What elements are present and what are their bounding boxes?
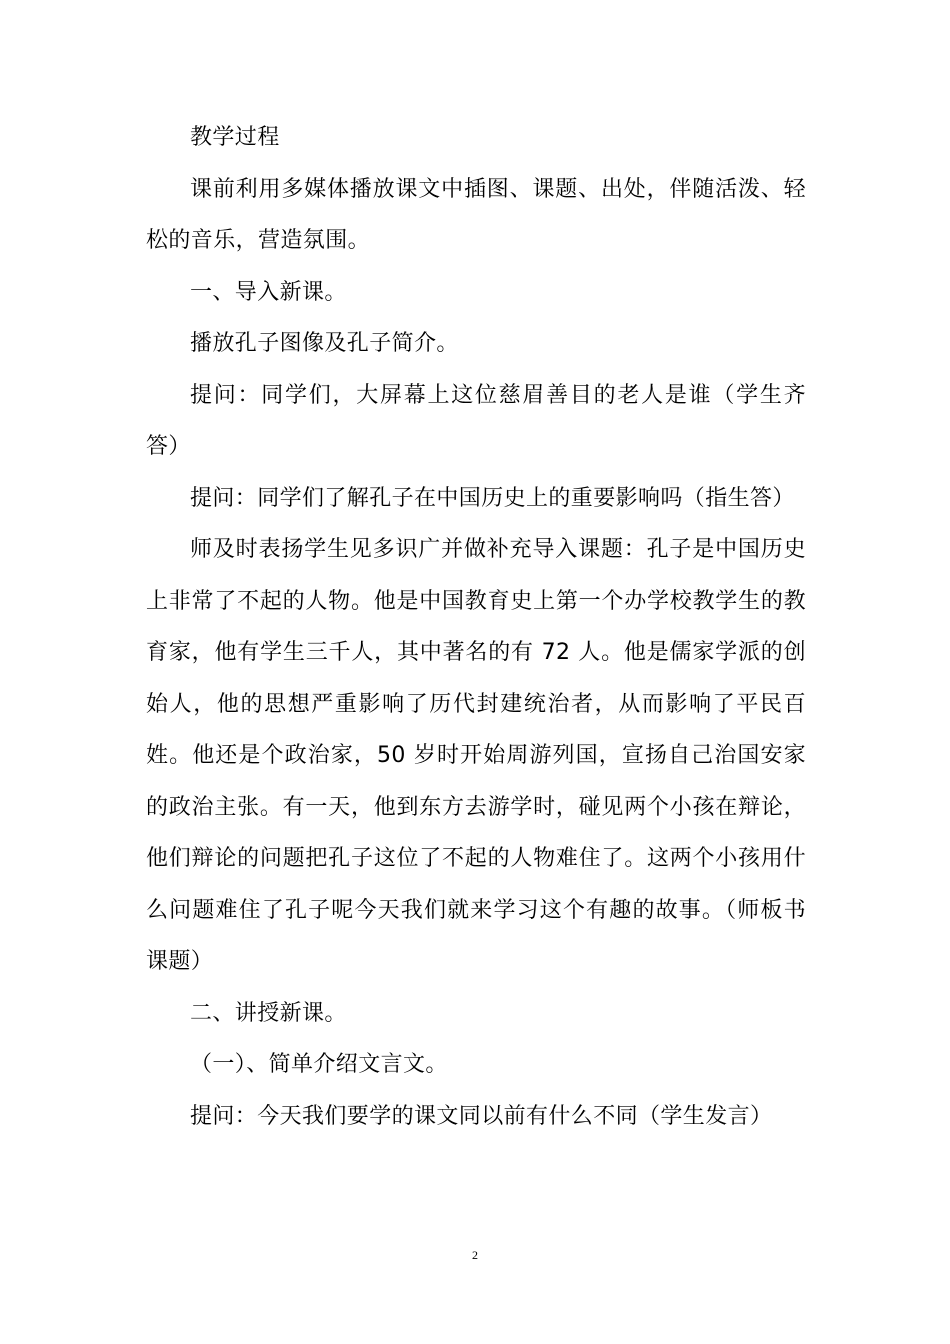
page-number: 2 xyxy=(472,1248,478,1262)
paragraph-question-2: 提问：同学们了解孔子在中国历史上的重要影响吗（指生答） xyxy=(190,485,795,511)
section-heading-introduction: 一、导入新课。 xyxy=(190,279,347,305)
subsection-heading-classical-chinese: （一）、简单介绍文言文。 xyxy=(190,1052,448,1077)
paragraph-question-1: 提问：同学们，大屏幕上这位慈眉善目的老人是谁（学生齐答） xyxy=(146,382,806,459)
paragraph-question-3: 提问：今天我们要学的课文同以前有什么不同（学生发言） xyxy=(190,1103,773,1129)
section-heading-teaching-process: 教学过程 xyxy=(190,125,280,150)
section-heading-new-lesson: 二、讲授新课。 xyxy=(190,1000,347,1026)
paragraph-pre-class: 课前利用多媒体播放课文中插图、课题、出处，伴随活泼、轻松的音乐，营造氛围。 xyxy=(146,176,806,253)
paragraph-play-portrait: 播放孔子图像及孔子简介。 xyxy=(190,331,459,356)
document-body xyxy=(146,112,806,1142)
paragraph-confucius-intro: 师及时表扬学生见多识广并做补充导入课题：孔子是中国历史上非常了不起的人物。他是中国教育史上第一个办学校教学生的教育家，他有学生三千人，其中著名的有 72 人。他是儒家学派的创始人，他的思想严重影响了历代封建统治者，从而影响了平民百姓。他还是个政治家，50 岁时开始周游列国，宣扬自己治国安家的政治主张。有一天，他到东方去游学时，碰见两个小孩在辩论，他们辩论的问题把孔子这位了不起的人物难住了。这两个小孩用什么问题难住了孔子呢今天我们就来学习这个有趣的故事。（师板书课题） xyxy=(146,537,806,974)
